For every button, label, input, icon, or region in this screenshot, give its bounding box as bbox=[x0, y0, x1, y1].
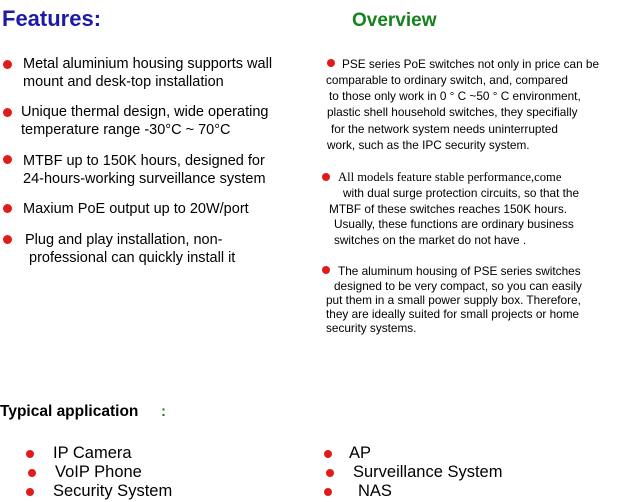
application-item: Surveillance System bbox=[353, 463, 503, 481]
bullet-icon bbox=[3, 204, 12, 213]
feature-line: mount and desk-top installation bbox=[23, 74, 224, 90]
typical-application-colon: : bbox=[161, 403, 166, 420]
application-item: AP bbox=[349, 444, 372, 462]
bullet-icon bbox=[26, 450, 34, 458]
bullet-icon bbox=[28, 469, 36, 477]
features-heading: Features: bbox=[2, 6, 102, 31]
bullet-icon bbox=[3, 155, 12, 164]
bullet-icon bbox=[324, 488, 332, 496]
feature-line: temperature range -30°C ~ 70°C bbox=[21, 122, 231, 138]
feature-line: professional can quickly install it bbox=[29, 250, 236, 266]
bullet-icon bbox=[326, 469, 334, 477]
overview-line: MTBF of these switches reaches 150K hours. bbox=[329, 202, 568, 216]
bullet-icon bbox=[3, 108, 12, 117]
overview-line: they are ideally suited for small projects or home bbox=[326, 307, 580, 321]
overview-line: to those only work in 0 ° C ~50 ° C environment, bbox=[329, 89, 581, 103]
bullet-icon bbox=[26, 488, 34, 496]
bullet-icon bbox=[3, 235, 12, 244]
overview-line: PSE series PoE switches not only in price can be bbox=[342, 57, 600, 71]
application-item: VoIP Phone bbox=[55, 463, 142, 481]
bullet-icon bbox=[322, 173, 330, 181]
overview-line: All models feature stable performance,come bbox=[338, 170, 562, 184]
overview-line: for the network system needs uninterrupted bbox=[331, 122, 558, 136]
overview-line: designed to be very compact, so you can easily bbox=[334, 279, 582, 293]
bullet-icon bbox=[322, 266, 330, 274]
feature-line: MTBF up to 150K hours, designed for bbox=[23, 153, 265, 169]
feature-line: Plug and play installation, non- bbox=[25, 232, 223, 248]
overview-line: security systems. bbox=[326, 321, 417, 335]
overview-line: comparable to ordinary switch, and, compared bbox=[326, 73, 568, 87]
overview-line: work, such as the IPC security system. bbox=[327, 138, 530, 152]
application-item: Security System bbox=[53, 482, 173, 500]
bullet-icon bbox=[327, 59, 335, 67]
application-item: NAS bbox=[358, 482, 392, 500]
bullet-icon bbox=[3, 60, 12, 69]
feature-line: 24-hours-working surveillance system bbox=[23, 171, 266, 187]
overview-line: Usually, these functions are ordinary business bbox=[334, 217, 574, 231]
typical-application-heading: Typical application bbox=[0, 403, 139, 420]
application-item: IP Camera bbox=[53, 444, 132, 462]
feature-line: Maxium PoE output up to 20W/port bbox=[23, 201, 249, 217]
feature-line: Metal aluminium housing supports wall bbox=[23, 56, 273, 72]
feature-line: Unique thermal design, wide operating bbox=[21, 104, 269, 120]
overview-line: The aluminum housing of PSE series switches bbox=[338, 264, 581, 278]
bullet-icon bbox=[324, 450, 332, 458]
overview-line: plastic shell household switches, they specifially bbox=[327, 105, 578, 119]
overview-line: put them in a small power supply box. Therefore, bbox=[326, 293, 581, 307]
overview-heading: Overview bbox=[352, 10, 437, 31]
overview-line: switches on the market do not have . bbox=[334, 233, 527, 247]
overview-line: with dual surge protection circuits, so that the bbox=[343, 186, 580, 200]
